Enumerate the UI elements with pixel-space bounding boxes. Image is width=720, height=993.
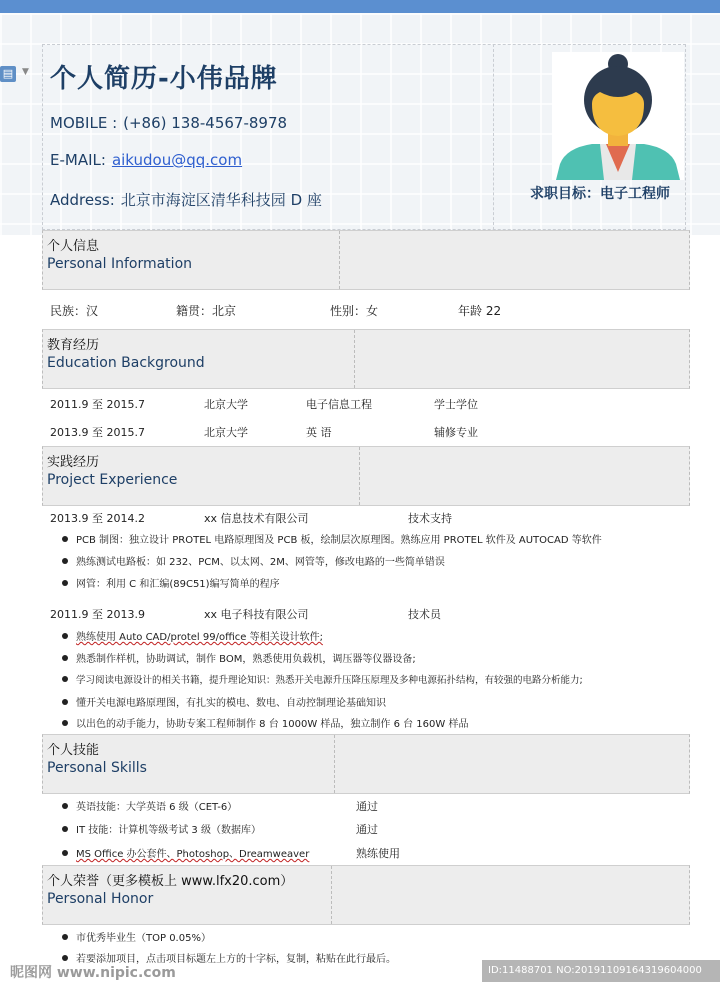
list-item: 熟悉制作样机，协助调试，制作 BOM，熟悉使用负载机，调压器等仪器设备;: [62, 650, 416, 665]
field-age: 年龄 22: [458, 304, 502, 318]
section-title-en: Education Background: [47, 355, 205, 371]
list-item: IT 技能：计算机等级考试 3 级（数据库）: [62, 821, 261, 836]
skill-level: 通过: [356, 823, 378, 836]
section-title-cn: 教育经历: [47, 338, 100, 353]
section-personal-info: [42, 230, 690, 290]
email-line: [50, 151, 242, 169]
edu-degree: 辅修专业: [434, 426, 478, 439]
edu-degree: 学士学位: [434, 398, 478, 411]
job-company: xx 信息技术有限公司: [204, 512, 309, 525]
job-objective: 求职目标：电子工程师: [530, 186, 670, 202]
section-title-cn: 个人信息: [47, 239, 100, 254]
section-title-cn: 实践经历: [47, 455, 100, 470]
section-title-en: Project Experience: [47, 472, 178, 488]
address-label: Address:: [50, 191, 115, 209]
list-item: 以出色的动手能力，协助专案工程师制作 8 台 1000W 样品，独立制作 6 台 160W 样品: [62, 715, 468, 730]
list-item: 网管：利用 C 和汇编(89C51)编写简单的程序: [62, 575, 280, 590]
watermark-left: 昵图网 www.nipic.com: [10, 965, 176, 981]
section-divider: [359, 447, 360, 505]
section-honor: [42, 865, 690, 925]
list-item: 市优秀毕业生（TOP 0.05%）: [62, 929, 211, 944]
list-item: 懂开关电源电路原理图，有扎实的模电、数电、自动控制理论基础知识: [62, 694, 386, 709]
list-item: 若要添加项目，点击项目标题左上方的十字标，复制，粘贴在此行最后。: [62, 950, 396, 965]
edu-period: 2011.9 至 2015.7: [50, 398, 145, 411]
list-item: PCB 制图：独立设计 PROTEL 电路原理图及 PCB 板，绘制层次原理图。熟练应用 PROTEL 软件及 AUTOCAD 等软件: [62, 531, 602, 546]
list-item: 熟练使用 Auto CAD/protel 99/office 等相关设计软件;: [62, 628, 323, 643]
field-gender: 性别：女: [330, 304, 379, 318]
watermark-id: ID:11488701 NO:20191109164319604000: [482, 960, 720, 982]
email-label: E-MAIL:: [50, 151, 106, 169]
skill-level: 熟练使用: [356, 847, 400, 860]
resume-title: 个人简历-小伟品牌: [50, 64, 278, 94]
section-divider: [339, 231, 340, 289]
section-title-en: Personal Honor: [47, 891, 154, 907]
edu-school: 北京大学: [204, 426, 248, 439]
section-title-en: Personal Information: [47, 256, 193, 272]
list-item: 熟练测试电路板：如 232、PCM、以太网、2M、网管等，修改电路的一些简单错误: [62, 553, 445, 568]
field-ethnicity: 民族：汉: [50, 304, 99, 318]
mobile-line: [50, 114, 287, 132]
edu-school: 北京大学: [204, 398, 248, 411]
edu-major: 电子信息工程: [306, 398, 372, 411]
document-options-icon[interactable]: ▤: [0, 66, 16, 82]
section-title-cn: 个人荣誉（更多模板上 www.lfx20.com）: [47, 874, 294, 889]
section-divider: [334, 735, 335, 793]
address-line: [50, 189, 322, 210]
job-role: 技术支持: [408, 512, 452, 525]
skill-level: 通过: [356, 800, 378, 813]
job-company: xx 电子科技有限公司: [204, 608, 309, 621]
job-period: 2013.9 至 2014.2: [50, 512, 145, 525]
chevron-down-icon[interactable]: ▼: [22, 67, 29, 77]
section-divider: [354, 330, 355, 388]
job-period: 2011.9 至 2013.9: [50, 608, 145, 621]
mobile-label: MOBILE :: [50, 114, 118, 132]
list-item: 英语技能：大学英语 6 级（CET-6）: [62, 798, 237, 813]
email-link[interactable]: aikudou@qq.com: [111, 151, 243, 169]
section-title-cn: 个人技能: [47, 743, 100, 758]
edu-major: 英 语: [306, 426, 332, 439]
section-divider: [331, 866, 332, 924]
female-avatar-icon: [552, 52, 684, 180]
section-title-en: Personal Skills: [47, 760, 147, 776]
list-item: 学习阅读电源设计的相关书籍，提升理论知识：熟悉开关电源升压降压原理及多种电源拓扑结构，有较强的电路分析能力;: [62, 672, 583, 686]
job-role: 技术员: [408, 608, 441, 621]
top-accent-bar: [0, 0, 720, 13]
section-skills: [42, 734, 690, 794]
field-hometown: 籍贯：北京: [176, 304, 237, 318]
address-value: 北京市海淀区清华科技园 D 座: [120, 191, 322, 209]
header-divider: [493, 44, 494, 230]
avatar: [552, 52, 684, 180]
list-item: MS Office 办公套件、Photoshop、Dreamweaver: [62, 845, 309, 860]
section-experience: [42, 446, 690, 506]
mobile-value: (+86) 138-4567-8978: [123, 114, 288, 132]
section-education: [42, 329, 690, 389]
edu-period: 2013.9 至 2015.7: [50, 426, 145, 439]
